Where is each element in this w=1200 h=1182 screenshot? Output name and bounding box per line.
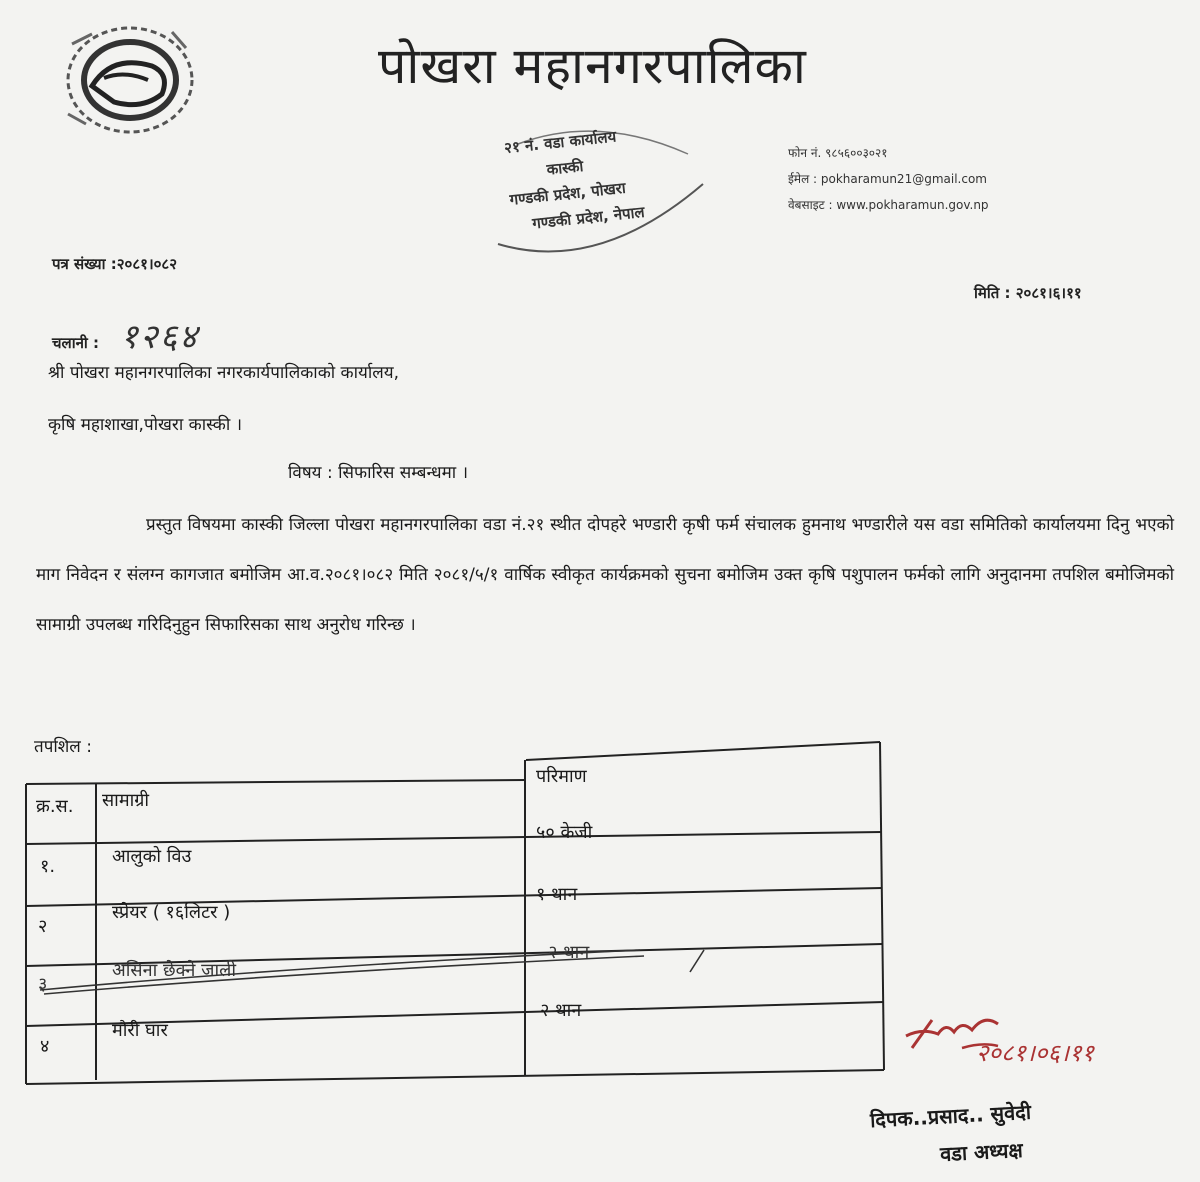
addressee-line-2: कृषि महाशाखा,पोखरा कास्की । [48, 415, 243, 435]
dispatch-label: चलानी : [52, 334, 100, 352]
table-row-2-qty: १ थान [536, 884, 578, 905]
subject-line: विषय : सिफारिस सम्बन्धमा । [288, 463, 469, 483]
municipality-emblem [52, 14, 202, 144]
letter-number: पत्र संख्या :२०८१।०८२ [52, 255, 178, 273]
municipality-title: पोखरा महानगरपालिका [378, 37, 807, 95]
stamp-line-3: गण्डकी प्रदेश, पोखरा [508, 178, 627, 209]
signature-date: २०८१।०६।११ [976, 1039, 1095, 1067]
table-row-2-item: स्प्रेयर ( १६लिटर ) [112, 902, 231, 923]
table-row-2-sn: २ [38, 916, 48, 937]
table-row-3-item-struck: असिना छेक्ने जाली [112, 960, 237, 981]
table-row-4-item: मौरी घार [112, 1020, 168, 1041]
stamp-line-2: कास्की [545, 157, 585, 179]
addressee-line-1: श्री पोखरा महानगरपालिका नगरकार्यपालिकाको कार्यालय, [48, 363, 400, 383]
stamp-line-4: गण्डकी प्रदेश, नेपाल [531, 202, 646, 233]
contact-info [788, 140, 989, 218]
letter-date: मिति : २०८१।६।११ [974, 284, 1082, 302]
table-row-1-qty: ५० केजी [536, 822, 593, 843]
table-header-sn: क्र.स. [36, 796, 74, 817]
stamp-line-1: २१ नं. वडा कार्यालय [503, 127, 618, 158]
dispatch-number-handwritten: १२६४ [120, 317, 199, 357]
details-label: तपशिल : [34, 737, 92, 757]
table-row-3-qty-struck: २ थान [548, 942, 590, 963]
office-stamp [488, 124, 713, 264]
contact-phone: फोन नं. ९८५६००३०२१ [788, 146, 888, 160]
signatory-name: दिपक..प्रसाद.. सुवेदी [869, 1099, 1032, 1133]
table-header-item: सामाग्री [102, 790, 150, 811]
table-header-qty: परिमाण [536, 766, 587, 787]
table-row-4-sn: ४ [40, 1036, 50, 1057]
table-row-4-qty: २ थान [540, 1000, 582, 1021]
signatory-title: वडा अध्यक्ष [939, 1137, 1024, 1167]
table-row-1-sn: १. [40, 856, 56, 877]
body-paragraph: प्रस्तुत विषयमा कास्की जिल्ला पोखरा महानगरपालिका वडा नं.२१ स्थीत दोपहरे भण्डारी कृषी फर्म संचालक हुमनाथ भण्डारीले यस वडा समितिको कार्यालयमा दिनु भएको माग निवेदन र संलग्न कागजात बमोजिम आ.व.२०८१।०८२ मिति २०८१/५/१ वार्षिक स्वीकृत कार्यक्रमको सुचना बमोजिम उक्त कृषि पशुपालन फर्मको लागि अनुदानमा तपशिल बमोजिमको सामाग्री उपलब्ध गरिदिनुहुन सिफारिसका साथ अनुरोध गरिन्छ । [36, 515, 1174, 635]
table-row-1-item: आलुको विउ [112, 846, 192, 867]
contact-website: वेबसाइट : www.pokharamun.gov.np [788, 198, 989, 212]
contact-email: ईमेल : pokharamun21@gmail.com [788, 172, 987, 186]
dispatch-number [52, 312, 199, 358]
table-row-3-sn-struck: ३ [38, 974, 48, 995]
